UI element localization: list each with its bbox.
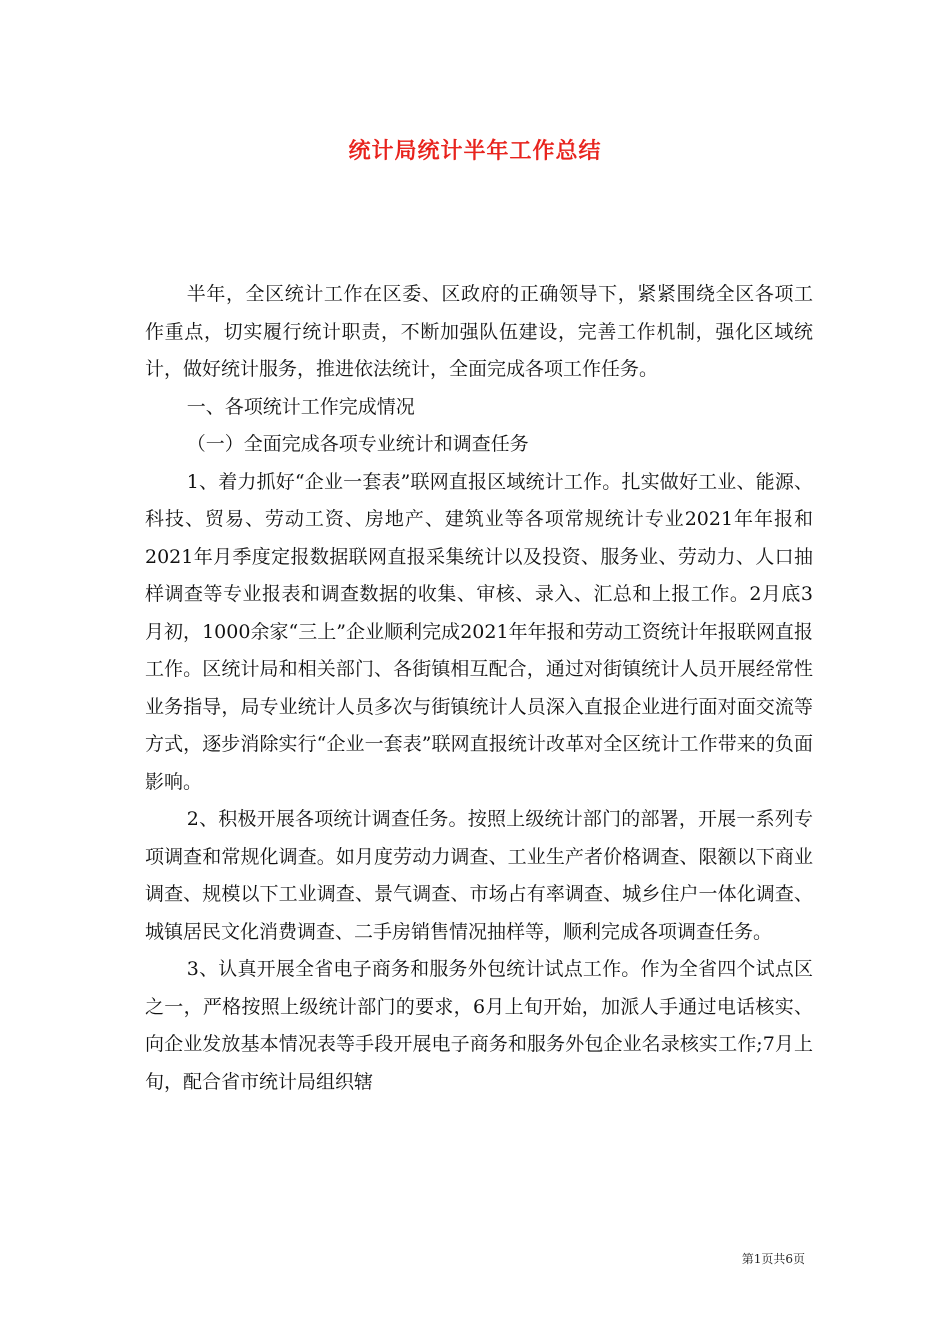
item-paragraph-2: 2、积极开展各项统计调查任务。按照上级统计部门的部署，开展一系列专项调查和常规化调查。如月度劳动力调查、工业生产者价格调查、限额以下商业调查、规模以下工业调查、景气调查、市场占有率调查、城乡住户一体化调查、城镇居民文化消费调查、二手房销售情况抽样等，顺利完成各项调查任务。 xyxy=(145,808,813,943)
document-title: 统计局统计半年工作总结 xyxy=(348,139,602,164)
intro-paragraph: 半年，全区统计工作在区委、区政府的正确领导下，紧紧围绕全区各项工作重点，切实履行统计职责，不断加强队伍建设，完善工作机制，强化区域统计，做好统计服务，推进依法统计，全面完成各项工作任务。 xyxy=(145,283,813,380)
subsection-heading: （一）全面完成各项专业统计和调查任务 xyxy=(186,433,529,455)
document-body xyxy=(145,276,813,1101)
item-paragraph-3: 3、认真开展全省电子商务和服务外包统计试点工作。作为全省四个试点区之一，严格按照上级统计部门的要求，6月上旬开始，加派人手通过电话核实、向企业发放基本情况表等手段开展电子商务和服务外包企业名录核实工作;7月上旬，配合省市统计局组织辖 xyxy=(145,958,813,1093)
page-number: 第1页共6页 xyxy=(741,1252,805,1266)
item-paragraph-1: 1、着力抓好“企业一套表”联网直报区域统计工作。扎实做好工业、能源、科技、贸易、劳动工资、房地产、建筑业等各项常规统计专业2021年年报和2021年月季度定报数据联网直报采集统计以及投资、服务业、劳动力、人口抽样调查等专业报表和调查数据的收集、审核、录入、汇总和上报工作。2月底3月初，1000余家“三上”企业顺利完成2021年年报和劳动工资统计年报联网直报工作。区统计局和相关部门、各街镇相互配合，通过对街镇统计人员开展经常性业务指导，局专业统计人员多次与街镇统计人员深入直报企业进行面对面交流等方式，逐步消除实行“企业一套表”联网直报统计改革对全区统计工作带来的负面影响。 xyxy=(145,470,813,793)
section-heading: 一、各项统计工作完成情况 xyxy=(186,395,415,418)
